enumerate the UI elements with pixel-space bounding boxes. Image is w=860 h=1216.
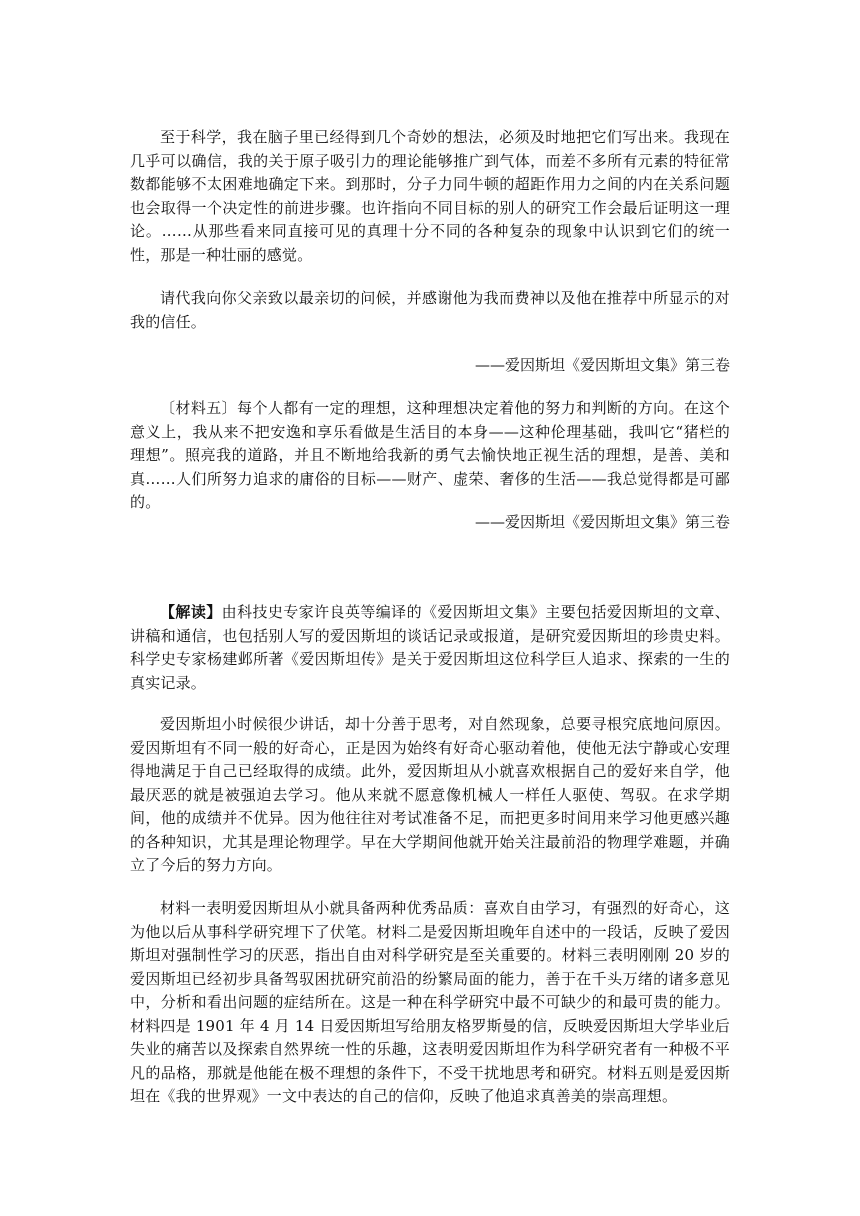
- paragraph-summary: [130, 897, 730, 1109]
- paragraph-greeting: [130, 287, 730, 334]
- interpretation-text: 由科技史专家许良英等编译的《爱因斯坦文集》主要包括爱因斯坦的文章、讲稿和通信，也包括别人写的爱因斯坦的谈话记录或报道，是研究爱因斯坦的珍贵史料。科学史专家杨建邺所著《爱因斯坦传》是关于爱因斯坦这位科学巨人追求、探索的一生的真实记录。: [130, 603, 730, 692]
- paragraph-text: 爱因斯坦小时候很少讲话，却十分善于思考，对自然现象，总要寻根究底地问原因。爱因斯坦有不同一般的好奇心，正是因为始终有好奇心驱动着他，使他无法宁静或心安理得地满足于自己已经取得的成绩。此外，爱因斯坦从小就喜欢根据自己的爱好来自学，他最厌恶的就是被强迫去学习。他从来就不愿意像机械人一样任人驱使、驾驭。在求学期间，他的成绩并不优异。因为他往往对考试准备不足，而把更多时间用来学习他更感兴趣的各种知识，尤其是理论物理学。早在大学期间他就开始关注最前沿的物理学难题，并确立了今后的努力方向。: [130, 715, 730, 874]
- paragraph-interpretation: [130, 601, 730, 695]
- paragraph-text: 材料一表明爱因斯坦从小就具备两种优秀品质：喜欢自由学习，有强烈的好奇心，这为他以后从事科学研究埋下了伏笔。材料二是爱因斯坦晚年自述中的一段话，反映了爱因斯坦对强制性学习的厌恶，指出自由对科学研究是至关重要的。材料三表明刚刚 20 岁的爱因斯坦已经初步具备驾驭困扰研究前沿的纷繁局面的能力，善于在千头万绪的诸多意见中，分析和看出问题的症结所在。这是一种在科学研究中最不可缺少的和最可贵的能力。材料四是 1901 年 4 月 14 日爱因斯坦写给朋友格罗斯曼的信，反映爱因斯坦大学毕业后失业的痛苦以及探索自然界统一性的乐趣，这表明爱因斯坦作为科学研究者有一种极不平凡的品格，那就是他能在极不理想的条件下，不受干扰地思考和研究。材料五则是爱因斯坦在《我的世界观》一文中表达的自己的信仰，反映了他追求真善美的崇高理想。: [130, 899, 730, 1105]
- paragraph-material-five: [130, 397, 730, 515]
- paragraph-text: [130, 397, 730, 515]
- paragraph-text: [130, 601, 730, 695]
- material-text: 每个人都有一定的理想，这种理想决定着他的努力和判断的方向。在这个意义上，我从来不把安逸和享乐看做是生活目的本身——这种伦理基础，我叫它“猪栏的理想”。照亮我的道路，并且不断地给我新的勇气去愉快地正视生活的理想，是善、美和真……人们所努力追求的庸俗的目标——财产、虚荣、奢侈的生活——我总觉得都是可鄙的。: [130, 399, 730, 511]
- paragraph-text: 请代我向你父亲致以最亲切的问候，并感谢他为我而费神以及他在推荐中所显示的对我的信任。: [130, 289, 730, 331]
- paragraph-childhood: [130, 713, 730, 878]
- paragraph-text: 至于科学，我在脑子里已经得到几个奇妙的想法，必须及时地把它们写出来。我现在几乎可以确信，我的关于原子吸引力的理论能够推广到气体，而差不多所有元素的特征常数都能够不太困难地确定下来。到那时，分子力同牛顿的超距作用力之间的内在关系问题也会取得一个决定性的前进步骤。也许指向不同目标的别人的研究工作会最后证明这一理论。……从那些看来同直接可见的真理十分不同的各种复杂的现象中认识到它们的统一性，那是一种壮丽的感觉。: [130, 128, 730, 264]
- interpretation-tag: 【解读】: [160, 603, 222, 621]
- citation-source: ——爱因斯坦《爱因斯坦文集》第三卷: [474, 356, 730, 374]
- paragraph-science: [130, 126, 730, 267]
- citation-source: ——爱因斯坦《爱因斯坦文集》第三卷: [474, 513, 730, 531]
- material-tag: 〔材料五〕: [160, 399, 238, 417]
